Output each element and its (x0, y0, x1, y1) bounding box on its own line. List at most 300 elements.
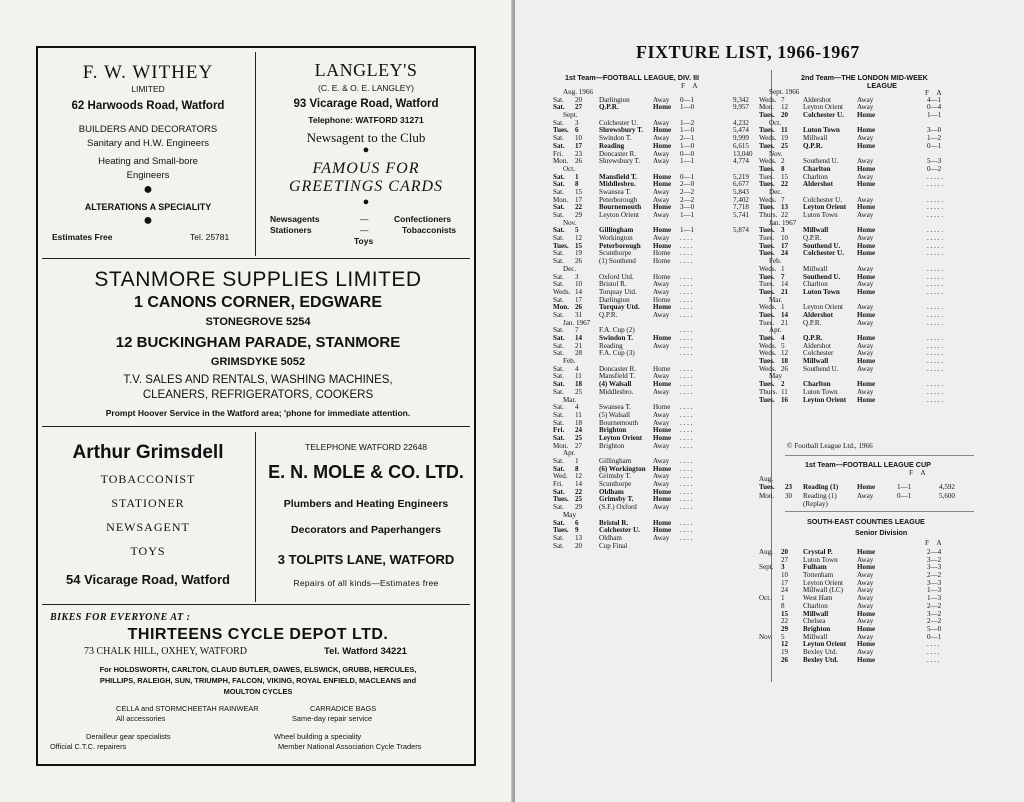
fixture-venue: Home (857, 203, 876, 212)
fixture-venue: Away (653, 280, 670, 289)
fixture-day: Sat. (553, 187, 564, 196)
fixture-opponent: Leyton Orient (599, 433, 643, 442)
fixture-score: . . . . . (927, 172, 943, 181)
fixture-venue: Away (857, 318, 874, 327)
right-page (515, 0, 1024, 802)
fixture-day: Sat. (553, 295, 564, 304)
month-label: Nov. (769, 149, 783, 158)
fixture-opponent: Q.P.R. (803, 234, 822, 243)
fixture-day: Sat. (553, 234, 564, 243)
fixture-day: Tues. (759, 280, 775, 289)
fixture-score: . . . . . (927, 303, 943, 312)
fixture-opponent: Luton Town (803, 211, 838, 219)
fixture-score: . . . . . (927, 387, 943, 396)
fixture-opponent: Gillingham (599, 457, 632, 465)
fixture-score: . . . . (680, 403, 693, 412)
stanmore-hoover: Prompt Hoover Service in the Watford area; 'phone for immediate attention. (105, 408, 411, 418)
fixture-score: 2—2 (927, 571, 942, 580)
fixture-date: 4 (575, 403, 579, 412)
thirteens-c2a: CARRADICE BAGS (310, 704, 377, 713)
fixture-date: 27 (781, 555, 789, 564)
fixture-day: Sat. (553, 380, 565, 389)
score-header: F A (909, 469, 926, 477)
fixture-opponent: (Replay) (803, 499, 828, 508)
fixture-opponent: Scunthorpe (599, 249, 632, 258)
fixture-score: . . . . (680, 410, 693, 419)
month-label: Sept. 1966 (769, 88, 800, 96)
fixture-opponent: Swansea T. (599, 187, 632, 196)
fixture-opponent: Mansfield T. (599, 172, 637, 181)
fixture-score: 5—3 (927, 157, 942, 166)
fixture-day: Mon. (553, 157, 569, 166)
fixture-venue: Away (653, 472, 670, 481)
fixture-day: Sat. (553, 249, 564, 258)
fixture-row (553, 258, 777, 266)
fixture-row (759, 320, 983, 328)
second-team-fixtures (759, 89, 983, 404)
fixture-day: Weds. (759, 195, 777, 204)
fixture-day: Tues. (759, 249, 775, 258)
fixture-date: 6 (575, 126, 579, 135)
se-sub: Senior Division (855, 528, 908, 537)
fixture-score: . . . . . (927, 280, 943, 289)
fixture-opponent: Millwall (803, 632, 828, 641)
fixture-day: Mon. (553, 195, 569, 204)
fixture-row (553, 389, 777, 397)
fixture-date: 5 (781, 632, 785, 641)
langley-stationers: Stationers (270, 225, 312, 235)
fixture-score: . . . . (680, 433, 693, 442)
fixture-venue: Away (653, 457, 670, 465)
fixture-date: 1 (781, 264, 785, 273)
fixture-venue: Away (653, 195, 670, 204)
month-label: Mar. (563, 395, 577, 404)
fixture-attendance: 4,592 (939, 483, 955, 492)
fixture-opponent: Doncaster R. (599, 364, 637, 373)
second-team-header: 2nd Team—THE LONDON MID-WEEK (801, 73, 928, 82)
grimsdell-name: Arthur Grimsdell (72, 442, 224, 463)
fixture-score: 3—0 (680, 203, 695, 212)
fixture-date: 1 (575, 457, 579, 465)
first-team-header: 1st Team—FOOTBALL LEAGUE, DIV. III (565, 73, 700, 82)
grimsdell-address: 54 Vicarage Road, Watford (66, 572, 230, 587)
fixture-venue: Away (857, 303, 874, 312)
thirteens-bikes: BIKES FOR EVERYONE AT : (50, 612, 191, 623)
fixture-date: 3 (575, 118, 579, 127)
fixture-venue: Home (653, 334, 672, 342)
fixture-date: 7 (781, 95, 785, 104)
fixture-opponent: Grimsby T. (599, 472, 632, 481)
fixture-attendance: 4,232 (733, 118, 749, 127)
fixture-score: 1—3 (927, 586, 942, 595)
fixture-venue: Away (857, 172, 874, 181)
fixture-day: Thurs. (759, 387, 778, 396)
fixture-score: . . . . . (927, 226, 943, 235)
fixture-opponent: Colchester (803, 349, 834, 358)
fixture-venue: Away (653, 410, 670, 419)
fixture-venue: Home (857, 483, 876, 492)
fixture-date: 11 (575, 372, 582, 381)
fixture-day: Thurs. (759, 211, 778, 219)
month-label: Mar. (769, 295, 783, 304)
fixture-opponent: Leyton Orient (599, 211, 639, 219)
fixture-score: 0—4 (927, 103, 942, 112)
fixture-attendance: 6,615 (733, 141, 749, 150)
fixture-opponent: Colchester U. (599, 526, 640, 535)
fixture-day: Tues. (759, 234, 775, 243)
fixture-date: 24 (781, 249, 789, 258)
fixture-opponent: Bexley Utd. (803, 655, 839, 664)
fixture-date: 3 (575, 272, 579, 281)
fixture-date: 2 (781, 157, 785, 166)
fixture-score: 3—2 (927, 609, 942, 618)
fixture-opponent: Southend U. (803, 272, 841, 281)
fixture-day: Mon. (553, 303, 569, 312)
fixture-score: . . . . . (927, 334, 943, 342)
thirteens-tel: Tel. Watford 34221 (324, 646, 407, 657)
fixture-opponent: Peterborough (599, 195, 638, 204)
fixture-date: 20 (575, 95, 583, 104)
fixture-venue: Home (857, 655, 876, 664)
fixture-date: 8 (575, 464, 579, 473)
fixture-opponent: Aldershot (803, 341, 831, 350)
langley-address: 93 Vicarage Road, Watford (293, 98, 439, 110)
fixture-day: Tues. (759, 357, 775, 366)
fixture-title: FIXTURE LIST, 1966-1967 (636, 42, 860, 62)
fixture-opponent: Swindon T. (599, 334, 634, 342)
fixture-venue: Away (653, 149, 670, 158)
fixture-date: 22 (575, 487, 583, 496)
fixture-date: 22 (781, 211, 789, 219)
month-label: Dec. (563, 264, 577, 273)
fixture-opponent: Fulham (803, 563, 827, 572)
fixture-venue: Away (653, 118, 670, 127)
fixture-attendance: 13,040 (733, 149, 753, 158)
divider (255, 432, 256, 602)
fixture-score: . . . . . (927, 395, 943, 404)
fixture-venue: Home (857, 357, 876, 366)
fixture-score: . . . . (927, 640, 940, 649)
fixture-opponent: Middlesbro. (599, 387, 634, 396)
fixture-day: Sat. (553, 433, 565, 442)
fixture-date: 17 (575, 295, 583, 304)
fixture-day: Sat. (553, 487, 565, 496)
fixture-venue: Home (857, 563, 876, 572)
fixture-opponent: Bournemouth (599, 418, 639, 427)
fixture-venue: Home (653, 487, 672, 496)
fixture-day: Tues. (759, 203, 775, 212)
fixture-day: Tues. (553, 241, 569, 250)
fixture-score: . . . . (680, 234, 693, 243)
thirteens-brands1: For HOLDSWORTH, CARLTON, CLAUD BUTLER, DAWES, ELSWICK, GRUBB, HERCULES, (99, 665, 417, 674)
fixture-score: 1—1 (680, 226, 695, 235)
divider (42, 604, 470, 605)
cup-header: 1st Team—FOOTBALL LEAGUE CUP (805, 460, 931, 469)
fixture-date: 10 (575, 280, 583, 289)
divider (42, 258, 470, 259)
fixture-day: Sat. (553, 364, 564, 373)
copyright: © Football League Ltd., 1966 (787, 442, 873, 450)
thirteens-c1b: All accessories (116, 714, 166, 723)
fixture-venue: Home (653, 257, 671, 266)
fixture-day: Tues. (759, 310, 775, 319)
fixture-row (553, 158, 777, 166)
fixture-score: . . . . (927, 655, 940, 664)
langley-newsagents: Newsagents (270, 214, 320, 224)
fixture-venue: Home (653, 226, 672, 235)
fixture-day: Sat. (553, 280, 564, 289)
thirteens-brands2: PHILLIPS, RALEIGH, SUN, TRIUMPH, FALCON, VIKING, ROYAL ENFIELD, MACLEANS and (99, 676, 417, 685)
fixture-day: Weds. (759, 349, 777, 358)
fixture-score: . . . . (680, 380, 693, 389)
fixture-day: Sat. (553, 503, 564, 512)
fixture-venue: Away (653, 234, 670, 243)
fixture-date: 17 (575, 141, 583, 150)
fixture-attendance: 5,219 (733, 172, 749, 181)
fixture-venue: Home (857, 624, 876, 633)
fixture-venue: Home (857, 141, 876, 150)
fixture-day: Weds. (759, 364, 777, 373)
fixture-opponent: Bristol R. (599, 518, 629, 527)
fixture-score: . . . . (680, 464, 693, 473)
fixture-venue: Home (653, 203, 672, 212)
fixture-score: . . . . (680, 280, 693, 289)
fixture-attendance: 5,741 (733, 211, 749, 219)
fixture-opponent: Bournemouth (599, 203, 642, 212)
fixture-opponent: Southend U. (803, 364, 839, 373)
bullet-icon: ● (362, 196, 370, 208)
fixture-day: Sat. (553, 95, 564, 104)
fixture-score: . . . . . (927, 180, 943, 189)
month-label: Oct. (759, 594, 772, 603)
fixture-venue: Home (857, 126, 876, 135)
fixture-venue: Away (857, 586, 874, 595)
fixture-score: . . . . . (927, 195, 943, 204)
fixture-venue: Away (653, 287, 670, 296)
fixture-opponent: West Ham (803, 594, 833, 603)
fixture-date: 14 (781, 280, 789, 289)
fixture-venue: Away (653, 372, 670, 381)
fixture-venue: Home (653, 464, 672, 473)
fixture-venue: Home (857, 548, 876, 556)
fixture-venue: Away (653, 157, 670, 166)
fixture-opponent: Middlesbro. (599, 180, 636, 189)
fixture-opponent: Swindon T. (599, 134, 632, 143)
fixture-venue: Home (653, 526, 672, 535)
fixture-day: Fri. (553, 480, 564, 489)
fixture-score: 2—2 (927, 601, 942, 610)
fixture-venue: Away (653, 310, 670, 319)
fixture-venue: Away (653, 480, 670, 489)
fixture-opponent: Mansfield T. (599, 372, 635, 381)
fixture-attendance: 7,718 (733, 203, 749, 212)
fixture-score: . . . . (680, 272, 693, 281)
fixture-date: 10 (781, 571, 789, 580)
fixture-date: 26 (781, 655, 789, 664)
fixture-row (553, 443, 777, 451)
fixture-date: 7 (781, 272, 785, 281)
advert-frame (36, 46, 476, 766)
fixture-score: . . . . . (927, 357, 943, 366)
month-heading (759, 476, 1019, 484)
month-label: Nov. (563, 218, 577, 227)
fixture-venue: Home (653, 303, 672, 312)
grimsdell-l1: TOBACCONIST (100, 472, 196, 486)
fixture-opponent: Brighton (599, 441, 625, 450)
fixture-date: 21 (575, 341, 583, 350)
langley-club: Newsagent to the Club (306, 130, 426, 145)
fixture-score: 3—3 (927, 578, 942, 587)
fixture-day: Sat. (553, 403, 564, 412)
mole-address: 3 TOLPITS LANE, WATFORD (277, 552, 455, 567)
stanmore-sales1: T.V. SALES AND RENTALS, WASHING MACHINES, (123, 374, 393, 386)
thirteens-c4b: Member National Association Cycle Traders (278, 742, 422, 751)
fixture-venue: Away (653, 441, 670, 450)
fixture-opponent: Luton Town (803, 555, 838, 564)
fixture-date: 16 (781, 395, 789, 404)
fixture-venue: Home (653, 126, 672, 135)
fixture-date: 18 (781, 357, 789, 366)
fixture-venue: Home (857, 334, 876, 342)
fixture-date: 14 (781, 310, 789, 319)
fixture-opponent: Oldham (599, 533, 622, 542)
fixture-opponent: Luton Town (803, 387, 838, 396)
fixture-score: 0—1 (680, 95, 695, 104)
fixture-score: 1—0 (680, 141, 695, 150)
fixture-venue: Home (857, 287, 876, 296)
fixture-date: 15 (781, 609, 789, 618)
fixture-date: 1 (575, 172, 579, 181)
fixture-venue: Away (857, 349, 874, 358)
thirteens-address: 73 CHALK HILL, OXHEY, WATFORD (84, 646, 247, 657)
fixture-date: 5 (781, 341, 785, 350)
fixture-date: 26 (575, 303, 583, 312)
fixture-score: . . . . (680, 287, 693, 296)
cup-fixtures (759, 476, 1019, 509)
fixture-row (759, 484, 1019, 492)
fixture-day: Tues. (759, 272, 775, 281)
fixture-venue: Away (857, 280, 874, 289)
fixture-opponent: Luton Town (803, 126, 840, 135)
fixture-opponent: Millwall (LC) (803, 586, 843, 595)
fixture-venue: Away (857, 341, 874, 350)
fixture-opponent: Scunthorpe (599, 480, 632, 489)
fixture-venue: Away (857, 264, 874, 273)
fixture-date: 11 (781, 387, 788, 396)
withey-line2: Sanitary and H.W. Engineers (87, 138, 209, 149)
fixture-opponent: (4) Walsall (599, 380, 632, 389)
fixture-venue: Home (653, 380, 672, 389)
stanmore-tel2: GRIMSDYKE 5052 (210, 356, 306, 368)
month-label: Apr. (769, 326, 782, 335)
fixture-venue: Away (653, 387, 670, 396)
fixture-row (553, 212, 777, 220)
fixture-venue: Away (857, 387, 874, 396)
fixture-day: Sat. (553, 533, 564, 542)
fixture-day: Weds. (759, 341, 777, 350)
fixture-date: 26 (781, 364, 789, 373)
fixture-attendance: 6,677 (733, 180, 749, 189)
fixture-venue: Home (653, 141, 672, 150)
fixture-day: Mon. (759, 491, 775, 500)
fixture-venue: Home (857, 310, 876, 319)
stanmore-addr2: 12 BUCKINGHAM PARADE, STANMORE (115, 334, 401, 351)
month-label: Feb. (563, 357, 576, 366)
fixture-attendance: 4,774 (733, 157, 749, 166)
fixture-score: . . . . (680, 257, 693, 266)
fixture-opponent: Gillingham (599, 226, 634, 235)
fixture-opponent: Colchester U. (599, 118, 639, 127)
fixture-row (553, 543, 777, 551)
thirteens-brands3: MOULTON CYCLES (223, 687, 293, 696)
fixture-opponent: Grimsby T. (599, 495, 634, 504)
fixture-date: 2 (781, 380, 785, 389)
fixture-date: 30 (785, 491, 793, 500)
fixture-opponent: Colchester U. (803, 249, 844, 258)
langley-famous2: GREETINGS CARDS (288, 178, 444, 195)
fixture-venue: Away (653, 95, 670, 104)
fixture-date: 12 (575, 234, 583, 243)
month-label: Jan. 1967 (563, 318, 591, 327)
fixture-date: 12 (781, 103, 789, 112)
fixture-opponent: (1) Southend (599, 257, 636, 266)
month-label: May (563, 510, 577, 519)
fixture-score: 1—2 (680, 118, 695, 127)
fixture-row (759, 143, 983, 151)
fixture-day: Tues. (759, 164, 775, 173)
fixture-score: . . . . . (927, 318, 943, 327)
withey-special: ALTERATIONS A SPECIALITY (84, 202, 212, 212)
withey-line4: Engineers (126, 170, 170, 181)
fixture-day: Sat. (553, 349, 564, 358)
fixture-attendance: 5,874 (733, 226, 749, 235)
fixture-opponent: Q.P.R. (599, 103, 619, 112)
fixture-venue: Home (857, 395, 876, 404)
fixture-venue: Away (857, 491, 874, 500)
fixture-venue: Away (857, 594, 874, 603)
fixture-date: 21 (781, 287, 789, 296)
fixture-score: 0—1 (680, 172, 695, 181)
fixture-opponent: Aldershot (803, 180, 833, 189)
withey-name: F. W. WITHEY (82, 62, 214, 83)
fixture-date: 8 (781, 164, 785, 173)
month-label: Apr. (563, 449, 576, 458)
fixture-venue: Home (857, 380, 876, 389)
fixture-score: . . . . (680, 480, 693, 489)
fixture-row (553, 104, 777, 112)
fixture-day: Sat. (553, 326, 564, 335)
fixture-score: 3—3 (927, 563, 942, 572)
stanmore-tel1: STONEGROVE 5254 (205, 316, 311, 328)
fixture-row (553, 343, 777, 351)
fixture-score: . . . . (680, 249, 693, 258)
fixture-attendance: 9,342 (733, 95, 749, 104)
fixture-row (553, 535, 777, 543)
month-label: Aug. (759, 475, 773, 483)
fixture-score: . . . . (680, 495, 693, 504)
mole-name: E. N. MOLE & CO. LTD. (268, 462, 464, 482)
thirteens-c2b: Same-day repair service (292, 714, 373, 723)
fixture-date: 11 (575, 410, 582, 419)
fixture-opponent: Leyton Orient (803, 303, 843, 312)
fixture-row (759, 112, 983, 120)
fixture-opponent: Shrewsbury T. (599, 126, 644, 135)
fixture-venue: Away (857, 617, 874, 626)
fixture-opponent: Crystal P. (803, 548, 833, 556)
fixture-score: 2—2 (680, 187, 695, 196)
month-label: Sept. (563, 111, 578, 120)
fixture-score: . . . . (680, 387, 693, 396)
